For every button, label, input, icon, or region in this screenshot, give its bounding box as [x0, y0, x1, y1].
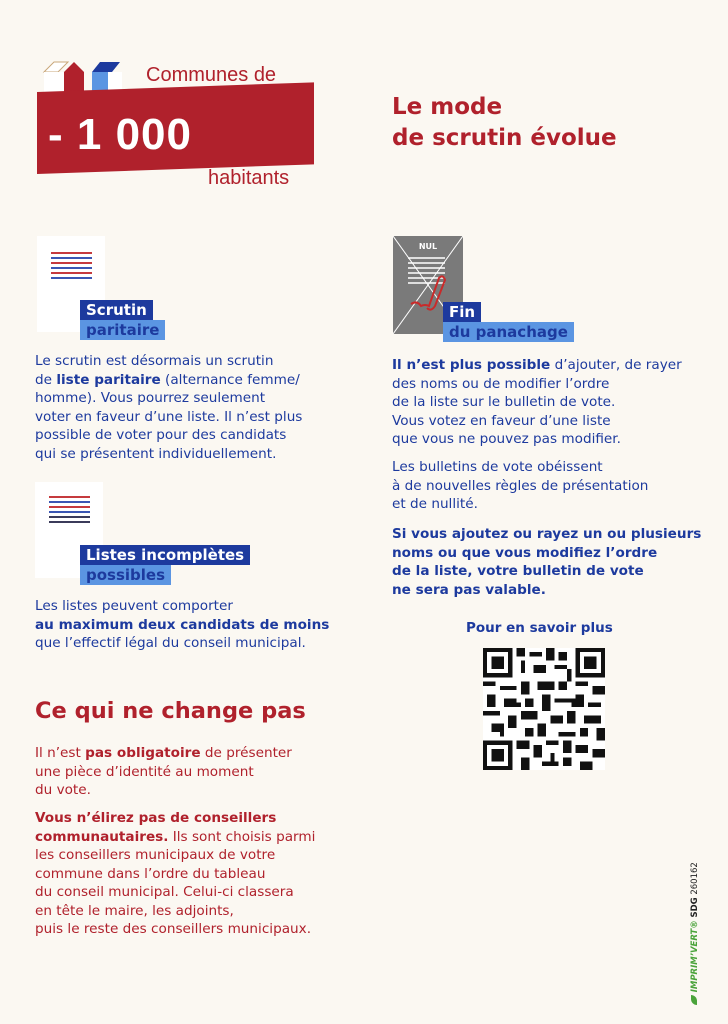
label-line-2: paritaire [80, 320, 165, 340]
sdg-label: SDG [690, 897, 700, 918]
label-line-1: Fin [443, 302, 481, 322]
imprim-vert-label: IMPRIM’VERT® [690, 920, 700, 993]
label-line-1: Scrutin [80, 300, 153, 320]
listes-incompletes-label [80, 545, 250, 585]
text-line: du conseil municipal. Celui-ci classera [35, 884, 294, 900]
unchanged-paragraph-2: Vous n’élirez pas de conseillers communautaires. Ils sont choisis parmi les conseillers municipaux de votre commune dans l’ordre du tableau du conseil municipal. Celui-ci classera en tête le maire, les adjoints, puis le reste des conseillers municipaux. [35, 810, 316, 937]
page-title [392, 92, 617, 154]
list-lines-icon [49, 496, 90, 523]
scrutin-paritaire-label [80, 300, 165, 340]
text-line: de la liste, votre bulletin de vote [392, 563, 644, 579]
label-line-2: du panachage [443, 322, 574, 342]
fin-panachage-label [443, 302, 574, 342]
text-line: voter en faveur d’une liste. Il n’est plus [35, 408, 303, 425]
text-line: Si vous ajoutez ou rayez un ou plusieurs [392, 526, 702, 542]
text-line: les conseillers municipaux de votre [35, 847, 276, 863]
text-line: commune dans l’ordre du tableau [35, 865, 266, 882]
section-title-unchanged: Ce qui ne change pas [35, 698, 306, 724]
text-line: de liste paritaire (alternance femme/ [35, 371, 300, 388]
printer-credit [690, 862, 700, 1005]
header-big-number: - 1 000 [48, 110, 192, 159]
fin-panachage-paragraph-1: Il n’est plus possible d’ajouter, de rayer des noms ou de modifier l’ordre de la liste sur le bulletin de vote. Vous votez en faveur d’une liste que vous ne pouvez pas modifier. [392, 357, 682, 447]
scrutin-paritaire-text [35, 352, 302, 463]
text-line: de la liste sur le bulletin de vote. [392, 394, 616, 410]
header-line-habitants: habitants [208, 167, 290, 189]
text-line: puis le reste des conseillers municipaux. [35, 921, 312, 937]
text-line: Les bulletins de vote obéissent [392, 459, 603, 475]
more-info-label: Pour en savoir plus [466, 620, 613, 636]
text-line: qui se présentent individuellement. [35, 445, 277, 462]
text-line: des noms ou de modifier l’ordre [392, 375, 610, 392]
text-line: homme). Vous pourrez seulement [35, 390, 266, 406]
label-line-2: possibles [80, 565, 171, 585]
leaf-icon [691, 995, 697, 1005]
unchanged-paragraph-1: Il n’est pas obligatoire de présenter une pièce d’identité au moment du vote. [35, 745, 292, 798]
header-line-communes: Communes de [146, 64, 277, 86]
text-line: à de nouvelles règles de présentation [392, 477, 649, 494]
title-line-2: de scrutin évolue [392, 125, 617, 151]
text-line-bold: au maximum deux candidats de moins [35, 616, 330, 633]
text-line: du vote. [35, 782, 91, 798]
text-line: en tête le maire, les adjoints, [35, 902, 234, 919]
fin-panachage-warning [392, 525, 701, 599]
text-line: que vous ne pouvez pas modifier. [392, 431, 621, 447]
text-line: possible de voter pour des candidats [35, 427, 287, 443]
text-line: et de nullité. [392, 496, 478, 512]
text-line: que l’effectif légal du conseil municipal. [35, 635, 306, 651]
text-line: Les listes peuvent comporter [35, 598, 233, 614]
qr-code-icon[interactable] [483, 648, 605, 770]
list-lines-icon [51, 252, 92, 279]
fin-panachage-paragraph-2 [392, 458, 648, 514]
label-line-1: Listes incomplètes [80, 545, 250, 565]
listes-incompletes-text [35, 597, 329, 653]
print-code: 260162 [690, 862, 700, 895]
svg-text:NUL: NUL [418, 242, 438, 251]
text-line: noms ou que vous modifiez l’ordre [392, 544, 658, 561]
text-line: une pièce d’identité au moment [35, 763, 254, 780]
text-line: Le scrutin est désormais un scrutin [35, 353, 274, 369]
text-line: Vous votez en faveur d’une liste [392, 412, 611, 429]
title-line-1: Le mode [392, 94, 503, 120]
text-line: ne sera pas valable. [392, 581, 546, 598]
